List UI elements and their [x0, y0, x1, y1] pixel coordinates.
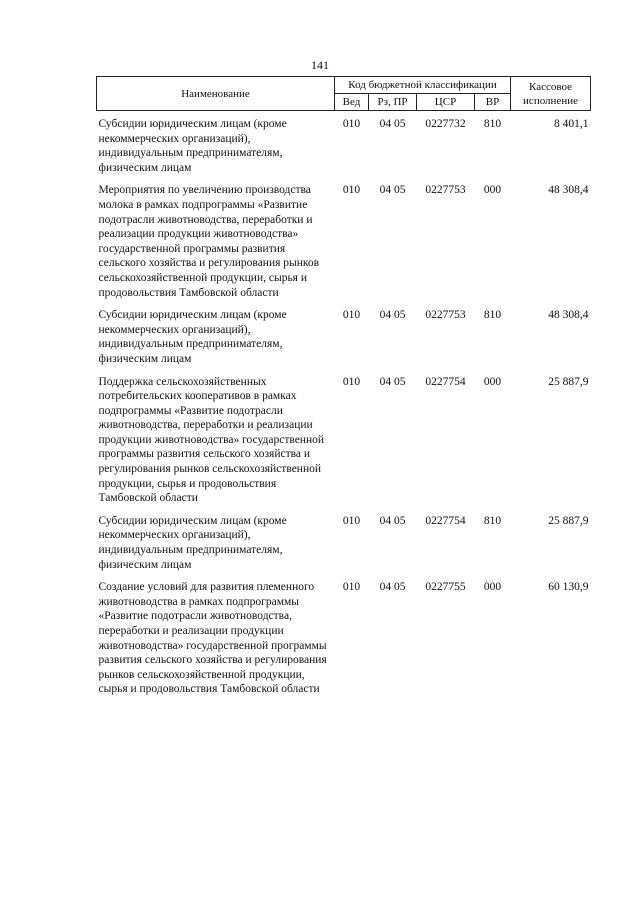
table-row — [97, 510, 591, 576]
page-number: 141 — [311, 58, 329, 72]
header-rzpr: Рз, ПР — [369, 94, 417, 111]
row-ved: 010 — [342, 184, 361, 197]
row-ved: 010 — [342, 581, 361, 594]
row-ved: 010 — [342, 309, 361, 322]
row-ved: 010 — [342, 375, 361, 388]
header-csr: ЦСР — [417, 94, 475, 111]
row-rzpr: 04 05 — [379, 184, 406, 197]
row-rzpr: 04 05 — [379, 309, 406, 322]
row-csr: 0227754 — [425, 514, 466, 527]
row-ved: 010 — [342, 118, 361, 130]
table-row — [97, 179, 591, 304]
row-ved: 010 — [342, 514, 361, 527]
row-amount: 48 308,4 — [548, 309, 589, 322]
row-csr: 0227753 — [425, 184, 466, 197]
budget-table — [96, 76, 591, 701]
row-name: Создание условий для развития племенного животноводства в рамках подпрограммы «Развитие подотрасли животноводства, переработки и реализации продукции животноводства» государственной программы развития сельского хозяйства и регулирования рынков сельскохозяйственной продукции, сырья и продовольствия Тамбовской области — [98, 581, 327, 696]
header-name: Наименование — [97, 77, 335, 111]
table-body — [97, 111, 591, 701]
row-amount: 48 308,4 — [548, 184, 589, 197]
row-rzpr: 04 05 — [379, 375, 406, 388]
row-amount: 25 887,9 — [548, 514, 589, 527]
header-vr: ВР — [475, 94, 511, 111]
row-amount: 8 401,1 — [554, 118, 589, 130]
table-header — [97, 77, 591, 111]
row-amount: 25 887,9 — [548, 375, 589, 388]
row-csr: 0227754 — [425, 375, 466, 388]
row-rzpr: 04 05 — [379, 514, 406, 527]
table-row — [97, 371, 591, 510]
table-row — [97, 111, 591, 180]
header-ved: Вед — [335, 94, 369, 111]
table-row — [97, 576, 591, 701]
row-name: Субсидии юридическим лицам (кроме некоммерческих организаций), индивидуальным предпринимателям, физическим лицам — [98, 514, 287, 571]
row-vr: 810 — [483, 309, 502, 322]
row-vr: 810 — [483, 514, 502, 527]
table-row — [97, 304, 591, 370]
row-csr: 0227755 — [425, 581, 466, 594]
row-csr: 0227732 — [425, 118, 466, 130]
row-rzpr: 04 05 — [379, 581, 406, 594]
row-rzpr: 04 05 — [379, 118, 406, 130]
row-vr: 810 — [483, 118, 502, 130]
row-name: Поддержка сельскохозяйственных потребительских кооперативов в рамках подпрограммы «Развитие подотрасли животноводства, переработки и реализации продукции животноводства» государственной программы развития сельского хозяйства и регулирования рынков сельскохозяйственной продукции, сырья и продовольствия Тамбовской области — [98, 375, 325, 505]
header-execution: Кассовое исполнение — [511, 77, 591, 111]
row-csr: 0227753 — [425, 309, 466, 322]
header-code-group: Код бюджетной классификации — [335, 77, 511, 94]
row-vr: 000 — [483, 581, 502, 594]
row-vr: 000 — [483, 184, 502, 197]
row-name: Субсидии юридическим лицам (кроме некоммерческих организаций), индивидуальным предпринимателям, физическим лицам — [98, 118, 287, 174]
row-vr: 000 — [483, 375, 502, 388]
row-name: Субсидии юридическим лицам (кроме некоммерческих организаций), индивидуальным предпринимателям, физическим лицам — [98, 309, 287, 365]
row-name: Мероприятия по увеличению производства молока в рамках подпрограммы «Развитие подотрасли животноводства, переработки и реализации продукции животноводства» государственной программы развития сельского хозяйства и регулирования рынков сельскохозяйственной продукции, сырья и продовольствия Тамбовской области — [98, 184, 320, 299]
row-amount: 60 130,9 — [548, 581, 589, 594]
